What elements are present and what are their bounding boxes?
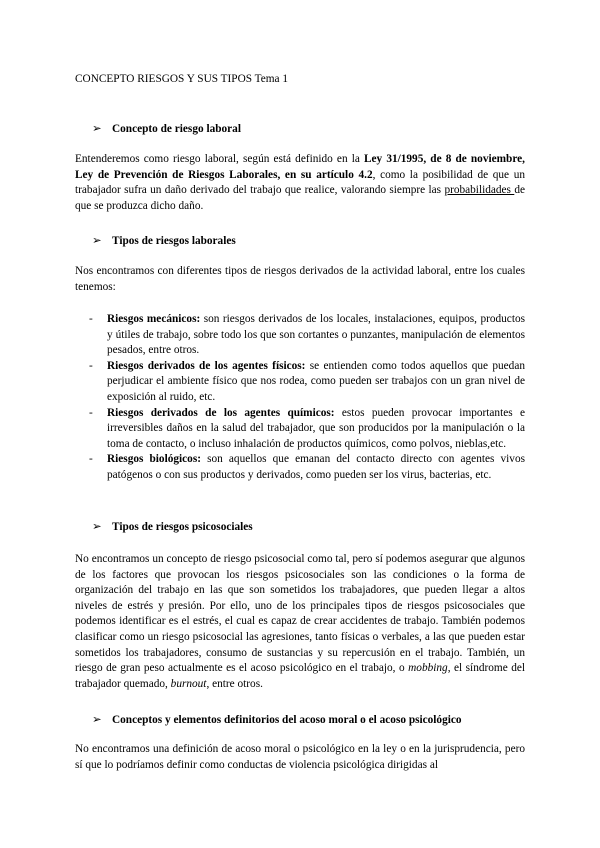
section-heading-acoso [92, 713, 462, 727]
list-item: - Riesgos biológicos: son aquellos que emanan del contacto directo con agentes vivos patógenos o con sus productos y derivados, como pueden ser los virus, bacterias, etc. [89, 453, 525, 481]
paragraph-acoso: No encontramos una definición de acoso moral o psicológico en la ley o en la jurisprudencia, pero sí que lo podríamos definir como conductas de violencia psicológica dirigidas al [75, 743, 525, 771]
text-run: No encontramos un concepto de riesgo psicosocial como tal, pero sí podemos asegurar que algunos de los factores que provocan los riesgos psicosociales son las condiciones o la forma de organización del trabajo en las que son sometidos los trabajadores, que pueden llegar a altos niveles de estrés y presión. Por ello, uno de los principales tipos de riesgos psicosociales que podemos identificar es el estrés, el cual es capaz de crear accidentes de trabajo. También podemos clasificar como un riesgo psicosocial las agresiones, tanto físicas o verbales, a las que pueden estar sometidos los trabajadores, consumo de sustancias y su repercusión en el trabajo. También, un riesgo de gran peso actualmente es el acoso psicológico en el trabajo, o [75, 553, 525, 675]
paragraph-psicosociales [75, 552, 525, 692]
section-heading-tipos-laborales [92, 234, 236, 248]
list-item-text: se entienden como todos aquellos que puedan perjudicar el ambiente físico que nos rodea, como pueden ser trabajos con un gran nivel de exposición al ruido, etc. [107, 359, 525, 403]
heading-text: Concepto de riesgo laboral [112, 123, 241, 135]
document-title: CONCEPTO RIESGOS Y SUS TIPOS Tema 1 [75, 73, 289, 85]
arrow-bullet-icon: ➢ [92, 521, 102, 533]
list-item-text: son riesgos derivados de los locales, instalaciones, equipos, productos y útiles de trabajo, sobre todo los que son cortantes o punzantes, manipulación de elementos pesados, entre otros. [107, 313, 526, 357]
law-reference: Ley 31/1995, de 8 de noviembre, Ley de Prevención de Riesgos Laborales, en su artículo 4.2 [75, 153, 525, 181]
list-item: - Riesgos derivados de los agentes físicos: se entienden como todos aquellos que puedan perjudicar el ambiente físico que nos rodea, como pueden ser trabajos con un gran nivel de exposición al ruido, etc. [89, 359, 525, 403]
paragraph-concepto [75, 152, 525, 214]
text-run: de que se produzca dicho daño. [75, 184, 525, 212]
text-run: Entenderemos como riesgo laboral, según está definido en la [75, 153, 364, 165]
heading-text: Conceptos y elementos definitorios del acoso moral o el acoso psicológico [112, 714, 462, 726]
italic-term: mobbing [408, 662, 448, 675]
list-item-text: son aquellos que emanan del contacto directo con agentes vivos patógenos o con sus productos y derivados, como pueden ser los virus, bacterias, etc. [107, 453, 525, 481]
risk-types-list [89, 312, 525, 484]
heading-text: Tipos de riesgos psicosociales [112, 521, 253, 533]
text-run: , entre otros. [206, 677, 263, 690]
underlined-term: probabilidades [444, 184, 515, 197]
paragraph-tipos-intro: Nos encontramos con diferentes tipos de riesgos derivados de la actividad laboral, entre los cuales tenemos: [75, 265, 525, 293]
text-run: , como la posibilidad de que un trabajador sufra un daño derivado del trabajo que realice, valorando siempre las [75, 168, 526, 197]
list-item-term: Riesgos mecánicos: [107, 313, 201, 325]
list-item-text: estos pueden provocar importantes e irreversibles daños en la salud del trabajador, que son producidos por la manipulación o la toma de contacto, o incluso inhalación de productos químicos, como polvos, nieblas,etc. [107, 406, 525, 450]
heading-text: Tipos de riesgos laborales [112, 235, 236, 247]
text-run: , el síndrome del trabajador quemado, [75, 662, 526, 690]
section-heading-psicosociales [92, 520, 253, 534]
arrow-bullet-icon: ➢ [92, 714, 102, 726]
arrow-bullet-icon: ➢ [92, 235, 102, 247]
list-item-term: Riesgos derivados de los agentes físicos: [107, 359, 306, 372]
section-heading-concepto [92, 122, 241, 136]
list-item: - Riesgos derivados de los agentes químicos: estos pueden provocar importantes e irreversibles daños en la salud del trabajador, que son producidos por la manipulación o la toma de contacto, o incluso inhalación de productos químicos, como polvos, nieblas,etc. [89, 406, 525, 450]
italic-term: burnout [170, 677, 207, 690]
arrow-bullet-icon: ➢ [92, 123, 102, 135]
list-item-term: Riesgos biológicos: [107, 453, 201, 466]
list-item-term: Riesgos derivados de los agentes químicos: [107, 406, 335, 419]
list-item: - Riesgos mecánicos: son riesgos derivados de los locales, instalaciones, equipos, productos y útiles de trabajo, sobre todo los que son cortantes o punzantes, manipulación de elementos pesados, entre otros. [89, 313, 526, 357]
